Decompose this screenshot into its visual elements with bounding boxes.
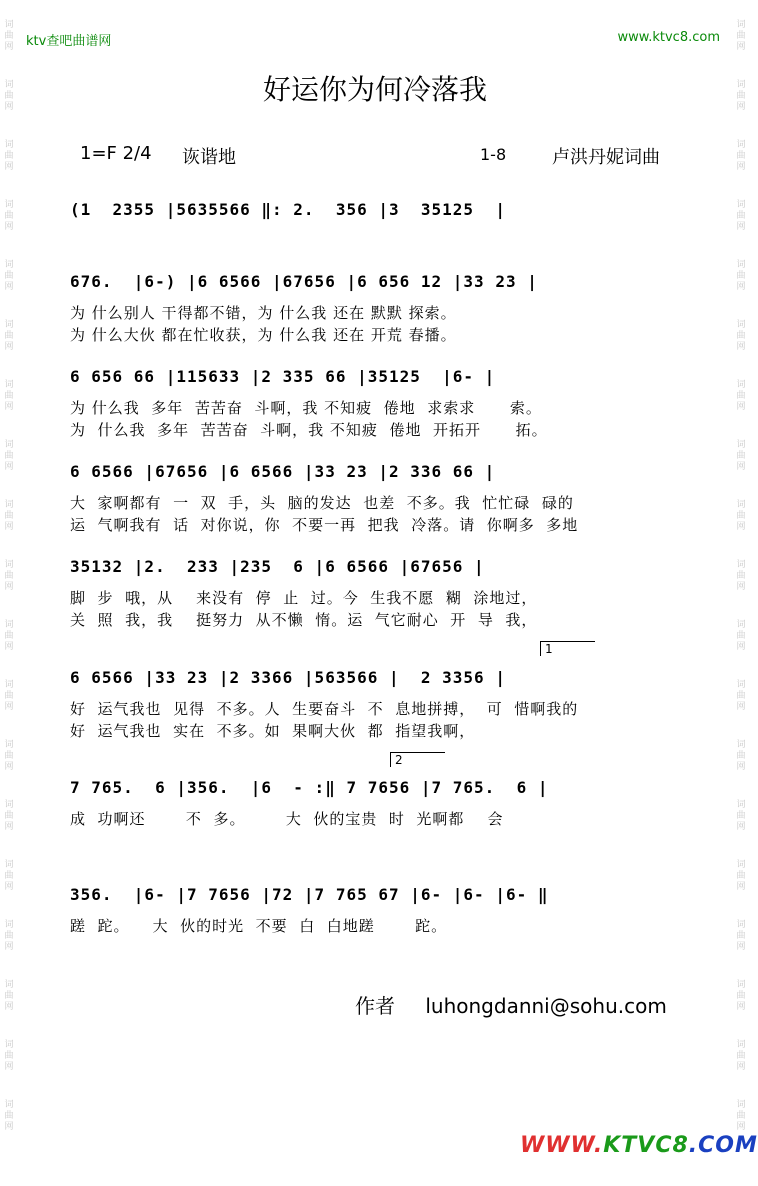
score-line <box>70 200 680 270</box>
score-line <box>70 367 680 437</box>
lyric-line: 为 什么大伙 都在忙收获，为 什么我 还在 开荒 春播。 <box>70 326 457 344</box>
score-line <box>70 272 680 342</box>
author-label: 作者 <box>355 994 395 1018</box>
lyric-line: 蹉 跎。 大 伙的时光 不要 白 白地蹉 跎。 <box>70 917 448 935</box>
score-line <box>70 557 680 627</box>
lyric-line: 脚 步 哦，从 来没有 停 止 过。今 生我不愿 糊 涂地过， <box>70 589 538 607</box>
side-watermark-right: 词曲网 词曲网 词曲网 词曲网 词曲网 词曲网 词曲网 词曲网 词曲网 词曲网 词曲网 词曲网 词曲网 词曲网 词曲网 词曲网 词曲网 词曲网 词曲网 <box>736 20 746 1132</box>
lyric-line: 好 运气我也 见得 不多。人 生要奋斗 不 息地拼搏， 可 惜啊我的 <box>70 700 579 718</box>
lyric-line: 为 什么我 多年 苦苦奋 斗啊，我 不知疲 倦地 求索求 索。 <box>70 399 542 417</box>
lyric-line: 大 家啊都有 一 双 手，头 脑的发达 也差 不多。我 忙忙碌 碌的 <box>70 494 574 512</box>
score-line <box>70 885 680 955</box>
lyric-line: 运 气啊我有 话 对你说，你 不要一再 把我 冷落。请 你啊多 多地 <box>70 516 579 534</box>
lyric-line: 关 照 我，我 挺努力 从不懒 惰。运 气它耐心 开 导 我， <box>70 611 538 629</box>
site-url-watermark: www.ktvc8.com <box>617 30 720 45</box>
tempo-marking: 诙谐地 <box>182 147 236 168</box>
lyric-line: 成 功啊还 不 多。 大 伙的宝贵 时 光啊都 会 <box>70 810 504 828</box>
second-ending-bracket: 2 <box>390 752 445 767</box>
author-email[interactable]: luhongdanni@sohu.com <box>425 994 667 1018</box>
notation-line: 35132 |2. 233 |235 6 |6 6566 |67656 | <box>70 557 485 576</box>
author-credit: 卢洪丹妮词曲 <box>552 147 660 168</box>
song-title: 好运你为何冷落我 <box>262 73 487 106</box>
notation-line: 676. |6-) |6 6566 |67656 |6 656 12 |33 23 | <box>70 272 538 291</box>
notation-line: 356. |6- |7 7656 |72 |7 765 67 |6- |6- |6- ‖ <box>70 885 549 904</box>
notation-line: (1 2355 |5635566 ‖: 2. 356 |3 35125 | <box>70 200 506 219</box>
notation-line: 6 6566 |67656 |6 6566 |33 23 |2 336 66 | <box>70 462 496 481</box>
notation-line: 6 656 66 |115633 |2 335 66 |35125 |6- | <box>70 367 496 386</box>
page-number: 1-8 <box>480 145 507 164</box>
first-ending-bracket: 1 <box>540 641 595 656</box>
side-watermark-left: 词曲网 词曲网 词曲网 词曲网 词曲网 词曲网 词曲网 词曲网 词曲网 词曲网 词曲网 词曲网 词曲网 词曲网 词曲网 词曲网 词曲网 词曲网 词曲网 <box>4 20 14 1132</box>
site-logo: WWW.KTVC8.COM <box>520 1133 758 1158</box>
lyric-line: 为 什么别人 干得都不错，为 什么我 还在 默默 探索。 <box>70 304 457 322</box>
notation-line: 6 6566 |33 23 |2 3366 |563566 | 2 3356 | <box>70 668 506 687</box>
score-line <box>70 462 680 532</box>
site-name-watermark: ktv查吧曲谱网 <box>26 34 112 49</box>
score-line <box>70 668 680 738</box>
key-signature: 1=F 2/4 <box>80 143 152 164</box>
lyric-line: 好 运气我也 实在 不多。如 果啊大伙 都 指望我啊， <box>70 722 476 740</box>
author-line <box>355 990 667 1019</box>
notation-line: 7 765. 6 |356. |6 - :‖ 7 7656 |7 765. 6 | <box>70 778 549 797</box>
lyric-line: 为 什么我 多年 苦苦奋 斗啊，我 不知疲 倦地 开拓开 拓。 <box>70 421 548 439</box>
score-line <box>70 778 680 848</box>
